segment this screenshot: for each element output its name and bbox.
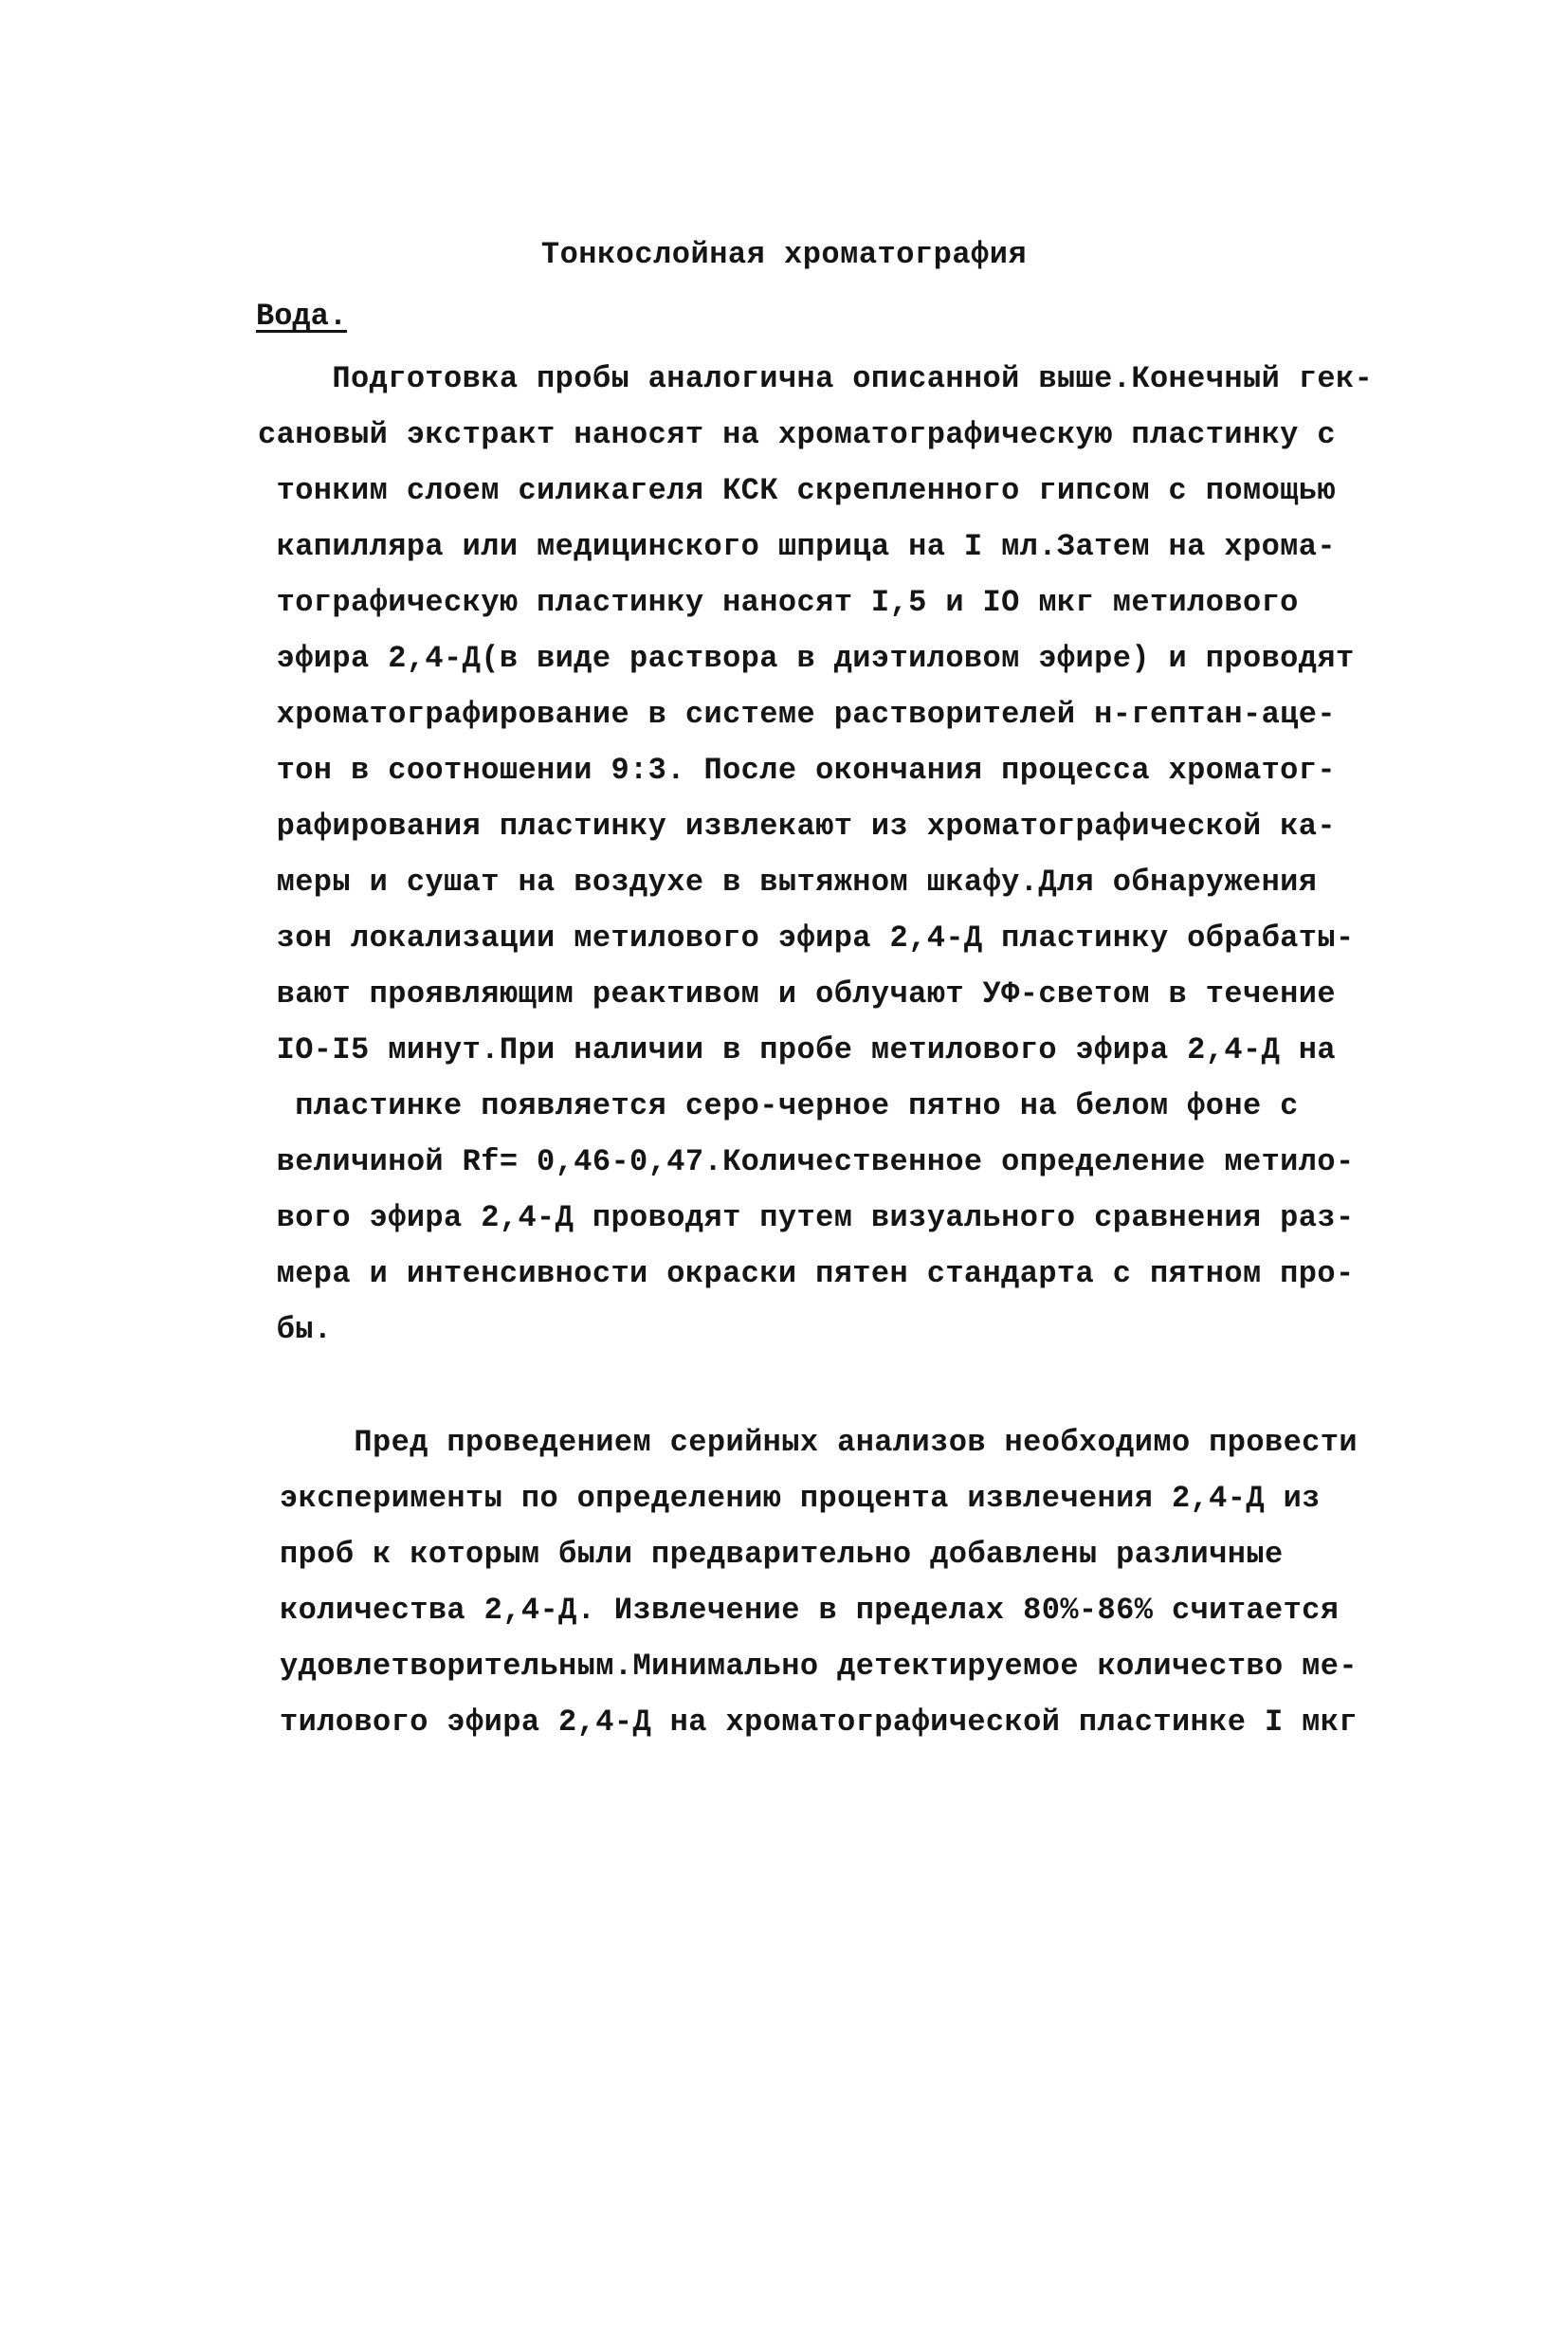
text-line: удовлетворительным.Минимально детектируемое количество ме- [280, 1649, 1358, 1684]
section-heading: Вода. [256, 299, 348, 334]
text-line: меры и сушат на воздухе в вытяжном шкафу.Для обнаружения [258, 865, 1318, 900]
text-line: количества 2,4-Д. Извлечение в пределах 80%-86% считается [280, 1593, 1340, 1628]
text-line: эксперименты по определению процента извлечения 2,4-Д из [280, 1481, 1321, 1516]
text-line: тонким слоем силикагеля КСК скрепленного гипсом с помощью [258, 473, 1336, 508]
text-line: вого эфира 2,4-Д проводят путем визуального сравнения раз- [258, 1200, 1355, 1235]
text-line: капилляра или медицинского шприца на I мл.Затем на хрома- [258, 529, 1336, 564]
text-line: пластинке появляется серо-черное пятно на белом фоне с [258, 1088, 1299, 1123]
text-line: Пред проведением серийных анализов необходимо провести [280, 1425, 1358, 1460]
text-line: вают проявляющим реактивом и облучают УФ-светом в течение [258, 976, 1336, 1012]
text-line: IO-I5 минут.При наличии в пробе метилового эфира 2,4-Д на [258, 1032, 1336, 1067]
text-line: тографическую пластинку наносят I,5 и IO мкг метилового [258, 585, 1299, 620]
text-line: зон локализации метилового эфира 2,4-Д пластинку обрабаты- [258, 921, 1355, 956]
text-line: проб к которым были предварительно добавлены различные [280, 1537, 1284, 1572]
text-line: мера и интенсивности окраски пятен стандарта с пятном про- [258, 1256, 1355, 1291]
text-line: эфира 2,4-Д(в виде раствора в диэтиловом эфире) и проводят [258, 641, 1355, 676]
text-line: рафирования пластинку извлекают из хроматографической ка- [258, 809, 1336, 844]
text-line: тон в соотношении 9:3. После окончания процесса хроматог- [258, 753, 1336, 788]
text-line: Подготовка пробы аналогична описанной выше.Конечный гек- [258, 361, 1374, 396]
text-line: бы. [258, 1312, 333, 1347]
text-line: тилового эфира 2,4-Д на хроматографической пластинке I мкг [280, 1705, 1358, 1740]
document-title: Тонкослойная хроматография [540, 237, 1028, 272]
paragraph-2 [280, 1414, 1358, 1750]
text-line: сановый экстракт наносят на хроматографическую пластинку с [258, 417, 1336, 452]
paragraph-1 [258, 351, 1373, 1358]
text-line: хроматографирование в системе растворителей н-гептан-аце- [258, 697, 1336, 732]
text-line: величиной Rf= 0,46-0,47.Количественное определение метило- [258, 1144, 1355, 1179]
